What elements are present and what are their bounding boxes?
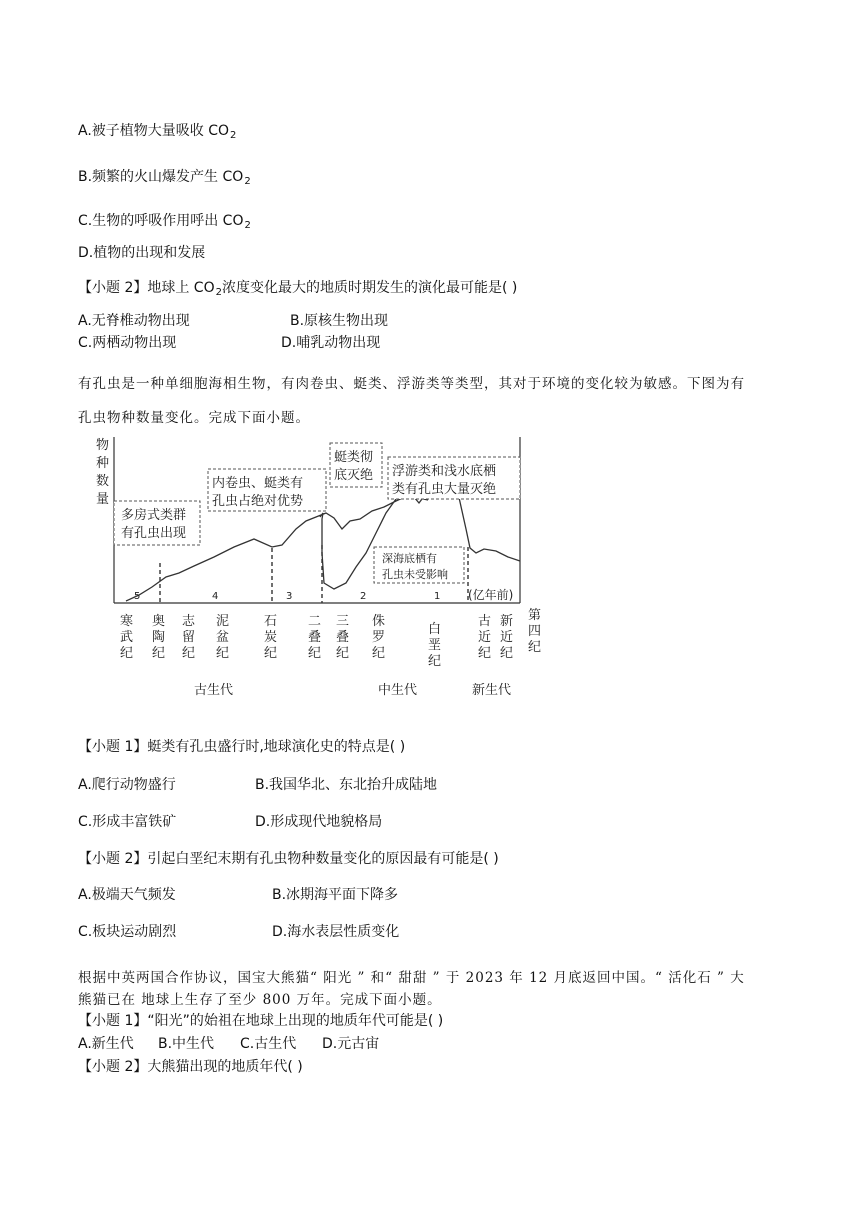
option-c: C.生物的呼吸作用呼出 $CO_2$ (78, 213, 251, 231)
question-2-stem: 【小题 2】地球上 $CO_2$浓度变化最大的地质时期发生的演化最可能是( ) (78, 280, 518, 298)
foraminifera-species-figure (84, 433, 542, 703)
panda-intro-line1: 根据中英两国合作协议，国宝大熊猫“ 阳光 ” 和“ 甜甜 ” 于 2023 年 12 月底返回中国。“ 活化石 ” 大 (78, 970, 745, 986)
tick-5: 5 (134, 591, 141, 602)
option-a: A.被子植物大量吸收 $CO_2$ (78, 123, 237, 141)
panda-q1-option-a: A.新生代 (78, 1036, 134, 1052)
annotation-3 (330, 443, 382, 487)
foram-q2-option-c: C.板块运动剧烈 (78, 924, 177, 940)
tick-1: 1 (434, 591, 441, 602)
y-axis-label-1: 物 (96, 438, 110, 453)
tick-2: 2 (360, 591, 367, 602)
y-axis-label-3: 数 (96, 474, 110, 489)
panda-q1-option-d: D.元古宙 (322, 1036, 380, 1052)
period-silurian: 志留纪 (182, 614, 196, 661)
foram-q1-stem: 【小题 1】蜓类有孔虫盛行时,地球演化史的特点是( ) (78, 739, 406, 755)
panda-q1-option-c: C.古生代 (240, 1036, 297, 1052)
period-cambrian: 寒武纪 (120, 614, 134, 661)
foram-q1-option-b: B.我国华北、东北抬升成陆地 (255, 777, 438, 793)
panda-q1-stem: 【小题 1】“阳光”的始祖在地球上出现的地质年代可能是( ) (78, 1013, 444, 1029)
panda-q1-option-b: B.中生代 (158, 1036, 215, 1052)
period-jurassic: 侏罗纪 (372, 614, 386, 661)
era-mesozoic: 中生代 (378, 683, 418, 698)
svg-text:浮游类和浅水底栖: 浮游类和浅水底栖 (392, 464, 497, 479)
annotation-5 (374, 547, 464, 583)
period-ordovician: 奥陶纪 (152, 614, 166, 661)
svg-text:类有孔虫大量灭绝: 类有孔虫大量灭绝 (392, 482, 497, 497)
svg-text:底灭绝: 底灭绝 (334, 468, 374, 483)
annotation-4 (388, 457, 520, 499)
foram-intro-line2: 孔虫物种数量变化。完成下面小题。 (78, 410, 310, 426)
period-devonian: 泥盆纪 (216, 614, 230, 661)
svg-text:多房式类群: 多房式类群 (121, 508, 187, 523)
period-carboniferous: 石炭纪 (264, 614, 278, 661)
foram-q1-option-a: A.爬行动物盛行 (78, 777, 176, 793)
y-axis-label-2: 种 (96, 456, 110, 471)
foram-q2-stem: 【小题 2】引起白垩纪末期有孔虫物种数量变化的原因最有可能是( ) (78, 851, 499, 867)
svg-text:内卷虫、蜓类有: 内卷虫、蜓类有 (212, 476, 304, 491)
period-triassic: 三叠纪 (336, 614, 350, 661)
tick-4: 4 (212, 591, 219, 602)
period-paleogene: 古近纪 (478, 614, 492, 661)
foram-q2-option-a: A.极端天气频发 (78, 887, 176, 903)
panda-q2-stem: 【小题 2】大熊猫出现的地质年代( ) (78, 1059, 303, 1075)
era-cenozoic: 新生代 (472, 683, 512, 698)
foram-intro-line1: 有孔虫是一种单细胞海相生物，有肉卷虫、蜓类、浮游类等类型，其对于环境的变化较为敏感。下图为有 (78, 376, 745, 392)
q2-option-a: A.无脊椎动物出现 (78, 313, 190, 329)
period-quaternary: 第四纪 (528, 608, 542, 655)
annotation-1 (114, 501, 200, 545)
svg-text:孔虫占绝对优势: 孔虫占绝对优势 (212, 494, 304, 509)
panda-intro-line2: 熊猫已在 地球上生存了至少 800 万年。完成下面小题。 (78, 992, 442, 1008)
period-neogene: 新近纪 (500, 614, 514, 661)
foram-q2-option-d: D.海水表层性质变化 (272, 924, 400, 940)
svg-text:有孔虫出现: 有孔虫出现 (121, 526, 187, 541)
era-paleozoic: 古生代 (194, 683, 234, 698)
period-cretaceous: 白垩纪 (428, 622, 442, 669)
tick-3: 3 (286, 591, 293, 602)
option-d: D.植物的出现和发展 (78, 245, 206, 261)
foram-q1-option-d: D.形成现代地貌格局 (255, 814, 383, 830)
q2-option-c: C.两栖动物出现 (78, 335, 177, 351)
unit-label: (亿年前) (468, 588, 514, 602)
svg-text:深海底栖有: 深海底栖有 (382, 552, 437, 565)
annotation-2 (208, 469, 326, 511)
period-permian: 二叠纪 (308, 614, 322, 661)
q2-option-d: D.哺乳动物出现 (281, 335, 381, 351)
y-axis-label-4: 量 (96, 492, 110, 507)
q2-option-b: B.原核生物出现 (290, 313, 389, 329)
svg-text:蜓类彻: 蜓类彻 (334, 450, 374, 465)
foram-q1-option-c: C.形成丰富铁矿 (78, 814, 177, 830)
svg-text:孔虫未受影响: 孔虫未受影响 (382, 568, 448, 581)
option-b: B.频繁的火山爆发产生 $CO_2$ (78, 169, 251, 187)
foram-q2-option-b: B.冰期海平面下降多 (272, 887, 399, 903)
